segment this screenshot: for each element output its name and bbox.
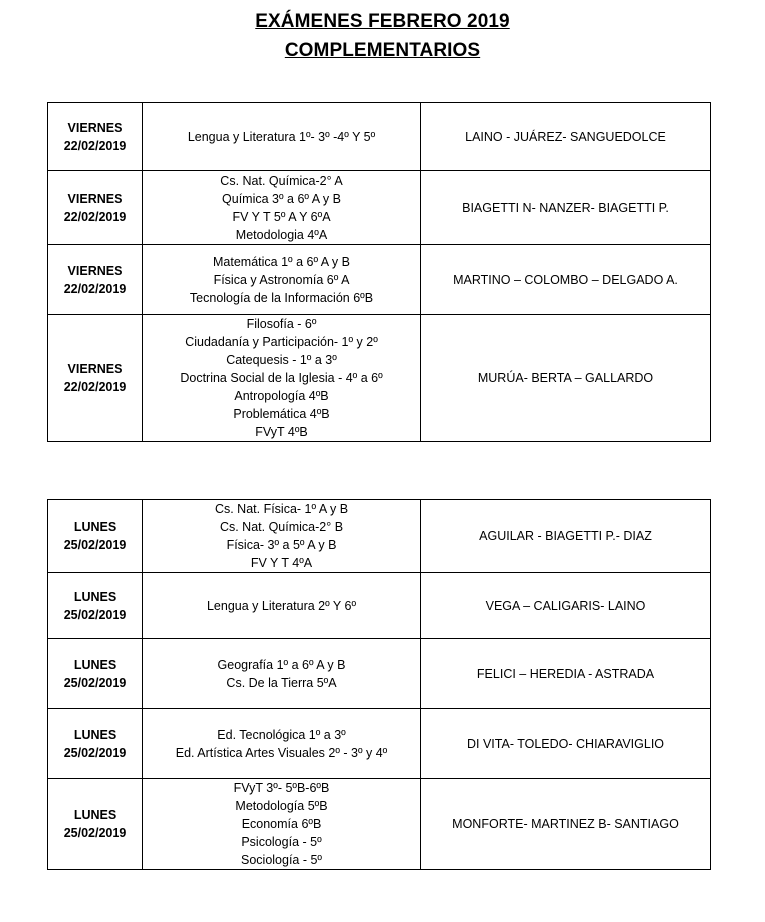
exam-row	[48, 709, 711, 779]
exam-date-cell	[48, 709, 143, 779]
exam-date-cell	[48, 639, 143, 709]
exam-row	[48, 245, 711, 315]
exam-subject: Psicología - 5º	[241, 835, 322, 849]
exam-subjects-cell	[143, 500, 421, 573]
exam-date-cell	[48, 500, 143, 573]
exam-subject: Matemática 1º a 6º A y B	[213, 254, 350, 269]
exam-subjects-cell	[143, 103, 421, 171]
exam-subjects-cell	[143, 171, 421, 245]
exam-subject: Física y Astronomía 6º A	[213, 272, 350, 287]
exam-teachers: MURÚA- BERTA – GALLARDO	[421, 315, 711, 442]
exam-date-cell	[48, 315, 143, 442]
exam-subject: Antropología 4ºB	[234, 389, 329, 403]
exam-subjects-cell	[143, 315, 421, 442]
exam-subject: Química 3º a 6º A y B	[222, 191, 341, 206]
exam-date: 25/02/2019	[63, 675, 127, 690]
document-title: EXÁMENES FEBRERO 2019	[255, 11, 510, 32]
exam-subject: Cs. Nat. Química-2° B	[219, 520, 344, 534]
exam-subject: Metodologia 4ºA	[235, 227, 328, 242]
exam-row	[48, 779, 711, 870]
exam-subject: Cs. Nat. Química-2° A	[220, 173, 343, 188]
exam-teachers: FELICI – HEREDIA - ASTRADA	[421, 639, 711, 709]
exam-row	[48, 573, 711, 639]
exam-subjects-cell	[143, 573, 421, 639]
exam-row	[48, 103, 711, 171]
exam-day: LUNES	[73, 727, 117, 742]
exam-teachers: LAINO - JUÁREZ- SANGUEDOLCE	[421, 103, 711, 171]
exam-day: LUNES	[73, 808, 117, 822]
exam-date: 22/02/2019	[63, 380, 127, 394]
exam-teachers: BIAGETTI N- NANZER- BIAGETTI P.	[421, 171, 711, 245]
exam-subject: Economía 6ºB	[241, 817, 322, 831]
exam-date: 22/02/2019	[63, 138, 127, 153]
exam-subject: FVyT 3º- 5ºB-6ºB	[233, 781, 330, 795]
exam-subject: FV Y T 4ºA	[250, 556, 313, 570]
exam-date-cell	[48, 245, 143, 315]
exam-subject: Sociología - 5º	[241, 853, 322, 867]
exam-teachers: AGUILAR - BIAGETTI P.- DIAZ	[421, 500, 711, 573]
exam-row	[48, 500, 711, 573]
exam-subject: Tecnología de la Información 6ºB	[189, 290, 374, 305]
exam-subject: Geografía 1º a 6º A y B	[217, 657, 346, 672]
exam-date-cell	[48, 573, 143, 639]
exam-day: VIERNES	[67, 120, 123, 135]
exam-day: VIERNES	[67, 191, 123, 206]
exam-date: 25/02/2019	[63, 607, 127, 622]
exam-subject: Cs. De la Tierra 5ºA	[226, 675, 337, 690]
exam-subject: Cs. Nat. Física- 1º A y B	[214, 502, 349, 516]
exam-subject: Lengua y Literatura 1º- 3º -4º Y 5º	[187, 129, 376, 144]
exam-teachers: DI VITA- TOLEDO- CHIARAVIGLIO	[421, 709, 711, 779]
exam-day: VIERNES	[67, 263, 123, 278]
exam-subject: Lengua y Literatura 2º Y 6º	[206, 598, 357, 613]
exam-row	[48, 315, 711, 442]
exam-subjects-cell	[143, 639, 421, 709]
exam-teachers: MARTINO – COLOMBO – DELGADO A.	[421, 245, 711, 315]
exam-date: 25/02/2019	[63, 745, 127, 760]
document-subtitle: COMPLEMENTARIOS	[284, 40, 481, 61]
exam-subjects-cell	[143, 709, 421, 779]
exam-date-cell	[48, 779, 143, 870]
exam-day: LUNES	[73, 520, 117, 534]
exam-subjects-cell	[143, 245, 421, 315]
exam-teachers: MONFORTE- MARTINEZ B- SANTIAGO	[421, 779, 711, 870]
exam-subject: Ed. Artística Artes Visuales 2º - 3º y 4º	[175, 745, 388, 760]
exam-row	[48, 639, 711, 709]
exam-date-cell	[48, 103, 143, 171]
exam-subject: Metodología 5ºB	[235, 799, 328, 813]
exam-day: LUNES	[73, 589, 117, 604]
exam-subject: Filosofía - 6º	[246, 317, 317, 331]
exam-subject: FVyT 4ºB	[255, 425, 308, 439]
exam-table-monday	[47, 499, 711, 870]
exam-date: 25/02/2019	[63, 538, 127, 552]
exam-row	[48, 171, 711, 245]
exam-subjects-cell	[143, 779, 421, 870]
exam-subject: Ed. Tecnológica 1º a 3º	[217, 727, 346, 742]
exam-subject: Doctrina Social de la Iglesia - 4º a 6º	[180, 371, 383, 385]
exam-day: VIERNES	[67, 362, 123, 376]
exam-subject: Física- 3º a 5º A y B	[226, 538, 337, 552]
exam-subject: Catequesis - 1º a 3º	[226, 353, 337, 367]
exam-date-cell	[48, 171, 143, 245]
exam-date: 22/02/2019	[63, 281, 127, 296]
exam-subject: Problemática 4ºB	[233, 407, 330, 421]
exam-subject: FV Y T 5º A Y 6ºA	[232, 209, 331, 224]
exam-teachers: VEGA – CALIGARIS- LAINO	[421, 573, 711, 639]
exam-subject: Ciudadanía y Participación- 1º y 2º	[185, 335, 378, 349]
exam-date: 25/02/2019	[63, 826, 127, 840]
exam-table-friday	[47, 102, 711, 442]
exam-day: LUNES	[73, 657, 117, 672]
exam-date: 22/02/2019	[63, 209, 127, 224]
